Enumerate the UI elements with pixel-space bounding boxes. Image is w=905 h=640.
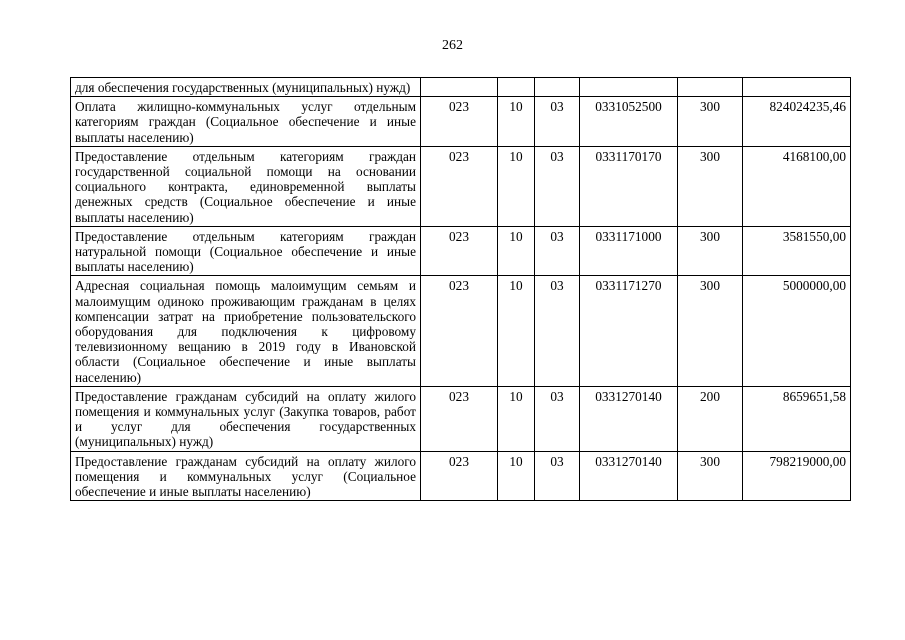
row-description: Адресная социальная помощь малоимущим семьям и малоимущим одиноко проживающим гражданам в целях компенсации затрат на приобретение пользовательского оборудования для подключения к цифровому телевизионному вещанию в 2019 году в Ивановской области (Социальное обеспечение и иные выплаты населению): [71, 276, 421, 386]
row-subsection-code: 03: [535, 146, 580, 226]
row-expense-type: 200: [678, 386, 743, 451]
row-amount: [743, 78, 851, 97]
row-amount: 8659651,58: [743, 386, 851, 451]
row-description: Предоставление отдельным категориям граждан государственной социальной помощи на основании социального контракта, единовременной выплаты денежных средств (Социальное обеспечение и иные выплаты населению): [71, 146, 421, 226]
row-amount: 5000000,00: [743, 276, 851, 386]
row-section-code: 10: [498, 276, 535, 386]
row-section-code: 10: [498, 386, 535, 451]
row-expense-type: 300: [678, 97, 743, 147]
table-row: [71, 146, 851, 226]
row-subsection-code: 03: [535, 276, 580, 386]
row-subsection-code: [535, 78, 580, 97]
row-expense-type: [678, 78, 743, 97]
row-description: для обеспечения государственных (муниципальных) нужд): [71, 78, 421, 97]
row-ministry-code: [421, 78, 498, 97]
row-amount: 824024235,46: [743, 97, 851, 147]
row-section-code: 10: [498, 146, 535, 226]
row-amount: 4168100,00: [743, 146, 851, 226]
table-row: [71, 97, 851, 147]
row-ministry-code: 023: [421, 451, 498, 501]
row-ministry-code: 023: [421, 276, 498, 386]
budget-table: [70, 77, 851, 501]
table-row: [71, 78, 851, 97]
row-section-code: [498, 78, 535, 97]
row-amount: 3581550,00: [743, 226, 851, 276]
row-target-article: 0331270140: [580, 451, 678, 501]
row-subsection-code: 03: [535, 97, 580, 147]
row-expense-type: 300: [678, 276, 743, 386]
row-target-article: 0331171000: [580, 226, 678, 276]
row-target-article: 0331171270: [580, 276, 678, 386]
row-section-code: 10: [498, 97, 535, 147]
row-subsection-code: 03: [535, 451, 580, 501]
row-target-article: 0331170170: [580, 146, 678, 226]
row-target-article: 0331270140: [580, 386, 678, 451]
row-section-code: 10: [498, 451, 535, 501]
row-subsection-code: 03: [535, 386, 580, 451]
table-row: [71, 386, 851, 451]
row-ministry-code: 023: [421, 97, 498, 147]
row-target-article: [580, 78, 678, 97]
row-ministry-code: 023: [421, 146, 498, 226]
row-ministry-code: 023: [421, 226, 498, 276]
row-expense-type: 300: [678, 226, 743, 276]
row-expense-type: 300: [678, 146, 743, 226]
row-ministry-code: 023: [421, 386, 498, 451]
row-description: Предоставление гражданам субсидий на оплату жилого помещения и коммунальных услуг (Социальное обеспечение и иные выплаты населению): [71, 451, 421, 501]
row-description: Предоставление отдельным категориям граждан натуральной помощи (Социальное обеспечение и иные выплаты населению): [71, 226, 421, 276]
table-row: [71, 451, 851, 501]
row-section-code: 10: [498, 226, 535, 276]
table-row: [71, 276, 851, 386]
row-expense-type: 300: [678, 451, 743, 501]
budget-table-body: [71, 78, 851, 501]
row-target-article: 0331052500: [580, 97, 678, 147]
row-subsection-code: 03: [535, 226, 580, 276]
row-description: Предоставление гражданам субсидий на оплату жилого помещения и коммунальных услуг (Закупка товаров, работ и услуг для обеспечения государственных (муниципальных) нужд): [71, 386, 421, 451]
table-row: [71, 226, 851, 276]
page-number: 262: [442, 38, 463, 53]
row-amount: 798219000,00: [743, 451, 851, 501]
row-description: Оплата жилищно-коммунальных услуг отдельным категориям граждан (Социальное обеспечение и иные выплаты населению): [71, 97, 421, 147]
